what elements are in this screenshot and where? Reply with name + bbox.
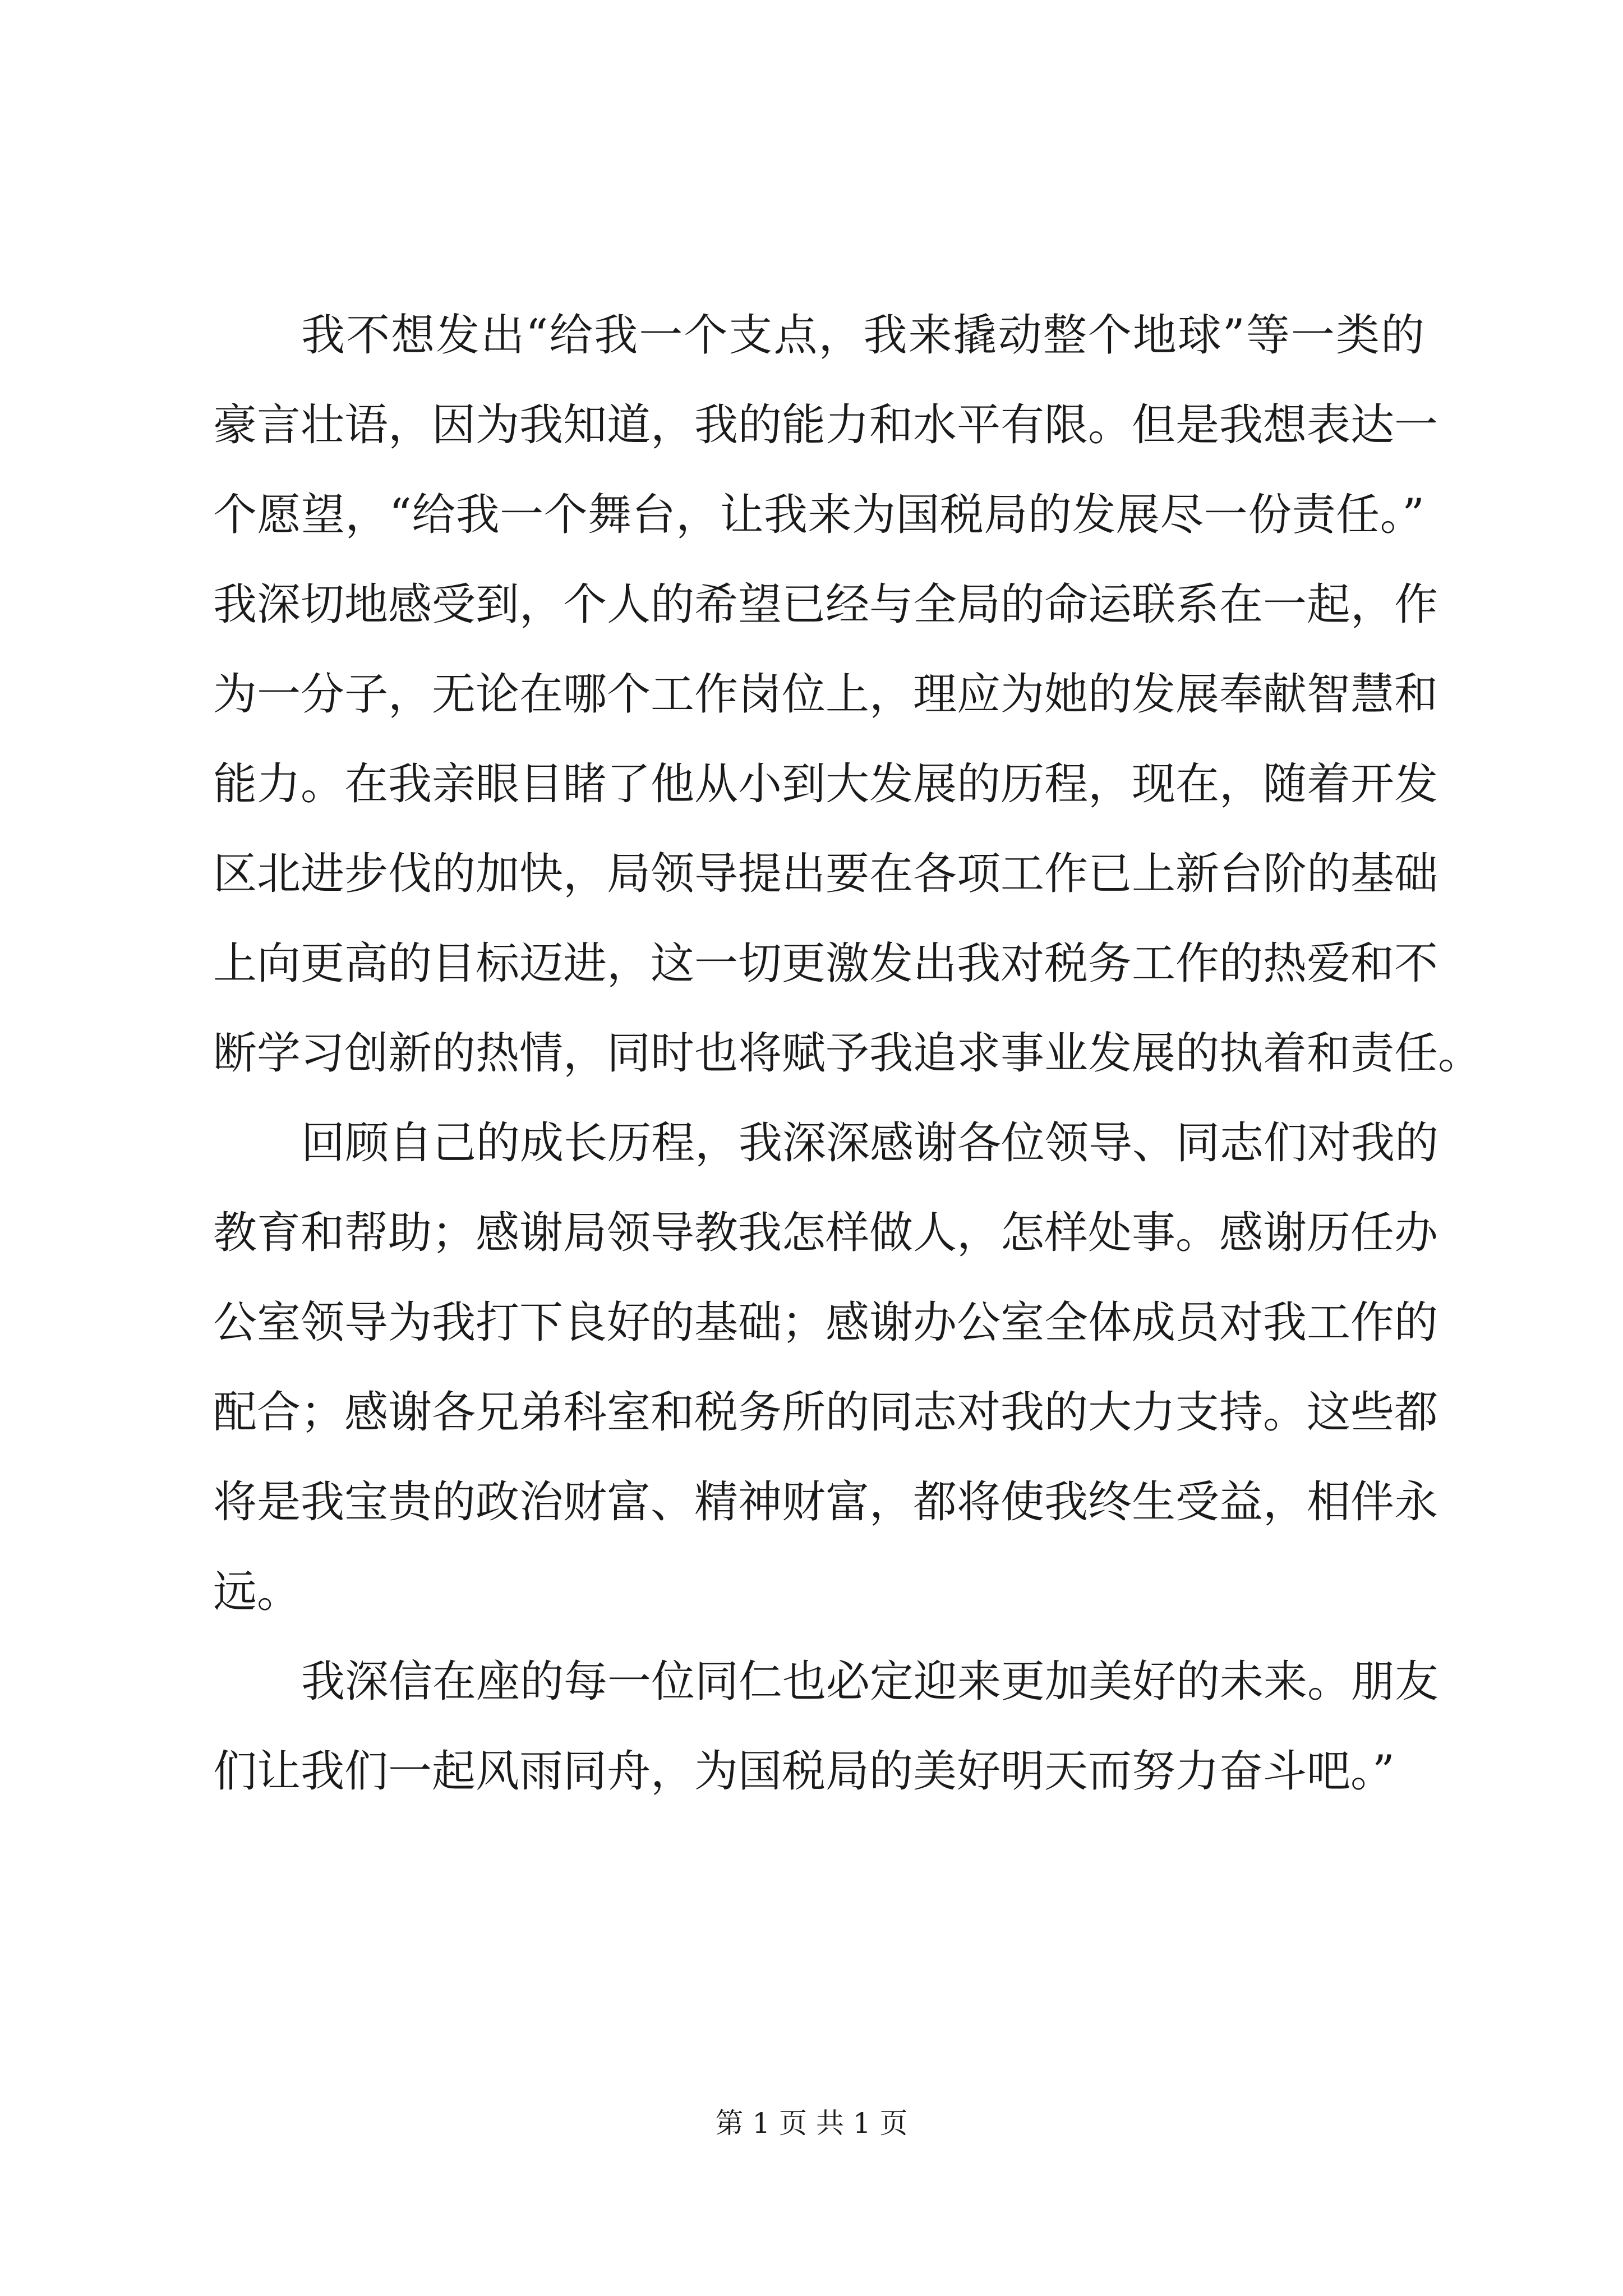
text-line: 我不想发出“给我一个支点，我来撬动整个地球”等一类的 <box>301 310 1424 361</box>
text-line: 我深切地感受到，个人的希望已经与全局的命运联系在一起，作 <box>213 579 1438 630</box>
paragraph-2 <box>213 1098 1439 1637</box>
page-number-label: 第 1 页 共 1 页 <box>715 2107 908 2139</box>
page-footer <box>0 2106 1623 2140</box>
text-line: 公室领导为我打下良好的基础；感谢办公室全体成员对我工作的 <box>213 1297 1438 1348</box>
paragraph-3 <box>213 1637 1439 1816</box>
text-line: 区北进步伐的加快，局领导提出要在各项工作已上新台阶的基础 <box>213 849 1438 899</box>
text-line: 个愿望，“给我一个舞台，让我来为国税局的发展尽一份责任。” <box>213 490 1424 540</box>
paragraph-1 <box>213 291 1482 1098</box>
text-line: 将是我宝贵的政治财富、精神财富，都将使我终生受益，相伴永 <box>213 1477 1438 1527</box>
text-line: 为一分子，无论在哪个工作岗位上，理应为她的发展奉献智慧和 <box>213 669 1438 720</box>
text-line: 能力。在我亲眼目睹了他从小到大发展的历程，现在，随着开发 <box>213 759 1438 809</box>
text-line: 远。 <box>213 1567 301 1617</box>
text-line: 教育和帮助；感谢局领导教我怎样做人，怎样处事。感谢历任办 <box>213 1208 1438 1258</box>
text-line: 断学习创新的热情，同时也将赋予我追求事业发展的执着和责任。 <box>213 1028 1482 1079</box>
text-line: 们让我们一起风雨同舟，为国税局的美好明天而努力奋斗吧。” <box>213 1746 1395 1797</box>
text-line: 豪言壮语，因为我知道，我的能力和水平有限。但是我想表达一 <box>213 400 1438 450</box>
text-line: 我深信在座的每一位同仁也必定迎来更加美好的未来。朋友 <box>301 1657 1439 1707</box>
text-line: 回顾自己的成长历程，我深深感谢各位领导、同志们对我的 <box>301 1118 1439 1168</box>
document-body <box>213 291 1482 1816</box>
text-line: 配合；感谢各兄弟科室和税务所的同志对我的大力支持。这些都 <box>213 1387 1438 1438</box>
text-line: 上向更高的目标迈进，这一切更激发出我对税务工作的热爱和不 <box>213 938 1438 989</box>
